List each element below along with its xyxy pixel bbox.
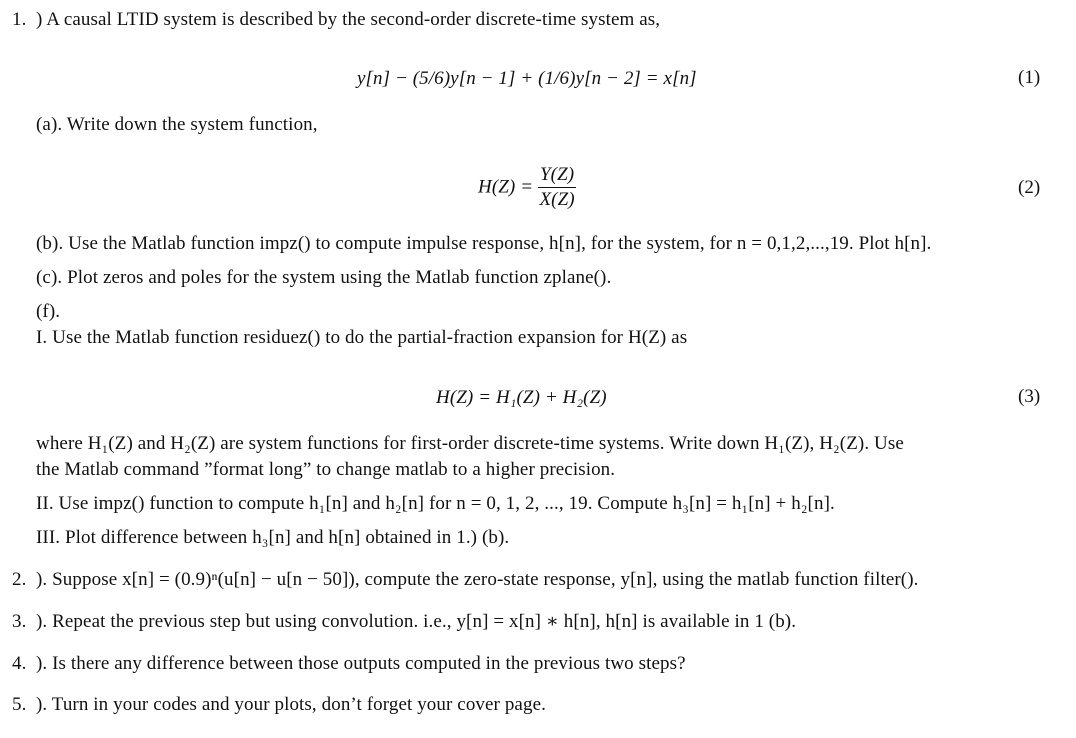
equation-2-fraction [538,163,576,212]
problem-1-intro: ) A causal LTID system is described by the second-order discrete-time system as, [36,9,661,30]
problem-1-number: 1. [12,9,27,30]
equation-2-tag: (2) [1018,177,1041,198]
part-f-i: I. Use the Matlab function residuez() to do the partial-fraction expansion for H(Z) as [36,327,688,348]
problem-4-text: ). Is there any difference between those outputs computed in the previous two steps? [36,653,686,674]
problem-2-number: 2. [12,569,27,590]
equation-1-tag: (1) [1018,67,1041,88]
part-f-ii: II. Use impz() function to compute h₁[n] and h₂[n] for n = 0, 1, 2, ..., 19. Compute h₃[n] = h₁[n] + h₂[n]. [36,493,835,514]
problem-3-text: ). Repeat the previous step but using convolution. i.e., y[n] = x[n] ∗ h[n], h[n] is available in 1 (b). [36,611,797,632]
equation-3: H(Z) = H₁(Z) + H₂(Z) [436,387,607,408]
problem-5-text: ). Turn in your codes and your plots, don’t forget your cover page. [36,694,546,715]
equation-1: y[n] − (5/6)y[n − 1] + (1/6)y[n − 2] = x[n] [357,68,697,89]
equation-3-tag: (3) [1018,386,1041,407]
part-a: (a). Write down the system function, [36,114,318,135]
part-b: (b). Use the Matlab function impz() to compute impulse response, h[n], for the system, for n = 0,1,2,...,19. Plot h[n]. [36,233,932,254]
equation-2-lhs: H(Z) = [478,176,534,198]
equation-2 [478,163,576,212]
part-f: (f). [36,301,61,322]
equation-2-numerator: Y(Z) [538,163,576,188]
equation-2-denominator: X(Z) [539,189,575,210]
problem-5-number: 5. [12,694,27,715]
part-c: (c). Plot zeros and poles for the system using the Matlab function zplane(). [36,267,612,288]
problem-4-number: 4. [12,653,27,674]
problem-2-text: ). Suppose x[n] = (0.9)ⁿ(u[n] − u[n − 50]), compute the zero-state response, y[n], using the matlab function filter(). [36,569,919,590]
where-line-2: the Matlab command ”format long” to change matlab to a higher precision. [36,459,616,480]
part-f-iii: III. Plot difference between h₃[n] and h[n] obtained in 1.) (b). [36,527,510,548]
where-line-1: where H₁(Z) and H₂(Z) are system functions for first-order discrete-time systems. Write down H₁(Z), H₂(Z). Use [36,433,904,454]
problem-3-number: 3. [12,611,27,632]
